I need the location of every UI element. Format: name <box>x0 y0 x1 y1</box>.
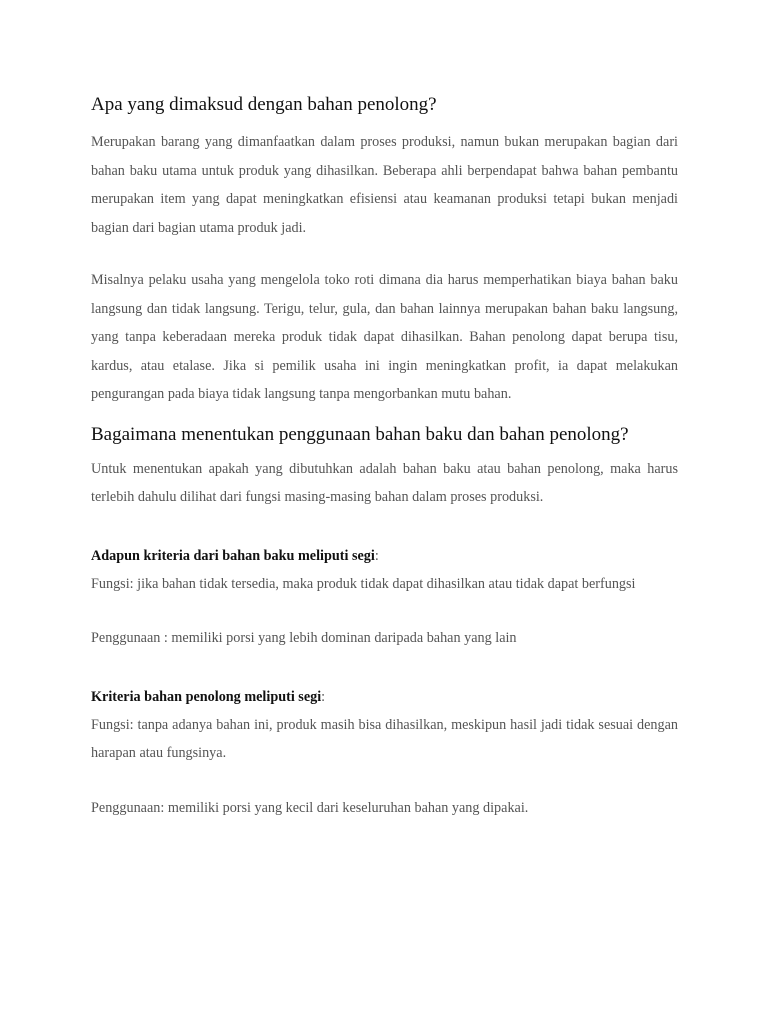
paragraph-example: Misalnya pelaku usaha yang mengelola toko roti dimana dia harus memperhatikan biaya bahan baku langsung dan tidak langsung. Terigu, telur, gula, dan bahan lainnya merupakan bahan baku langsung, yang tanpa keberadaan mereka produk tidak dapat dihasilkan. Bahan penolong dapat berupa tisu, kardus, atau etalase. Jika si pemilik usaha ini ingin meningkatkan profit, ia dapat melakukan pengurangan pada biaya tidak langsung tanpa mengorbankan mutu bahan. <box>91 272 678 402</box>
criteria-penolong-penggunaan: Penggunaan: memiliki porsi yang kecil dari keseluruhan bahan yang dipakai. <box>91 799 529 816</box>
criteria-penolong-fungsi: Fungsi: tanpa adanya bahan ini, produk masih bisa dihasilkan, meskipun hasil jadi tidak sesuai dengan harapan atau fungsinya. <box>91 716 678 761</box>
criteria-baku-fungsi: Fungsi: jika bahan tidak tersedia, maka produk tidak dapat dihasilkan atau tidak dapat berfungsi <box>91 575 636 592</box>
heading-bahan-penolong: Apa yang dimaksud dengan bahan penolong? <box>91 94 437 115</box>
criteria-baku-penggunaan: Penggunaan : memiliki porsi yang lebih dominan daripada bahan yang lain <box>91 630 517 646</box>
criteria-penolong-colon: : <box>321 688 326 705</box>
criteria-baku-label: Adapun kriteria dari bahan baku meliputi segi <box>91 547 375 564</box>
criteria-penolong-label: Kriteria bahan penolong meliputi segi <box>91 688 322 705</box>
heading-menentukan: Bagaimana menentukan penggunaan bahan baku dan bahan penolong? <box>91 423 629 445</box>
criteria-baku-colon: : <box>374 547 379 564</box>
paragraph-definition: Merupakan barang yang dimanfaatkan dalam proses produksi, namun bukan merupakan bagian dari bahan baku utama untuk produk yang dihasilkan. Beberapa ahli berpendapat bahwa bahan pembantu merupakan item yang dapat meningkatkan efisiensi atau keamanan produksi tetapi bukan menjadi bagian dari bagian utama produk jadi. <box>91 134 678 236</box>
criteria-penolong-heading <box>91 683 678 711</box>
criteria-baku-heading <box>91 542 678 570</box>
paragraph-intro-criteria: Untuk menentukan apakah yang dibutuhkan adalah bahan baku atau bahan penolong, maka harus terlebih dahulu dilihat dari fungsi masing-masing bahan dalam proses produksi. <box>91 460 678 505</box>
